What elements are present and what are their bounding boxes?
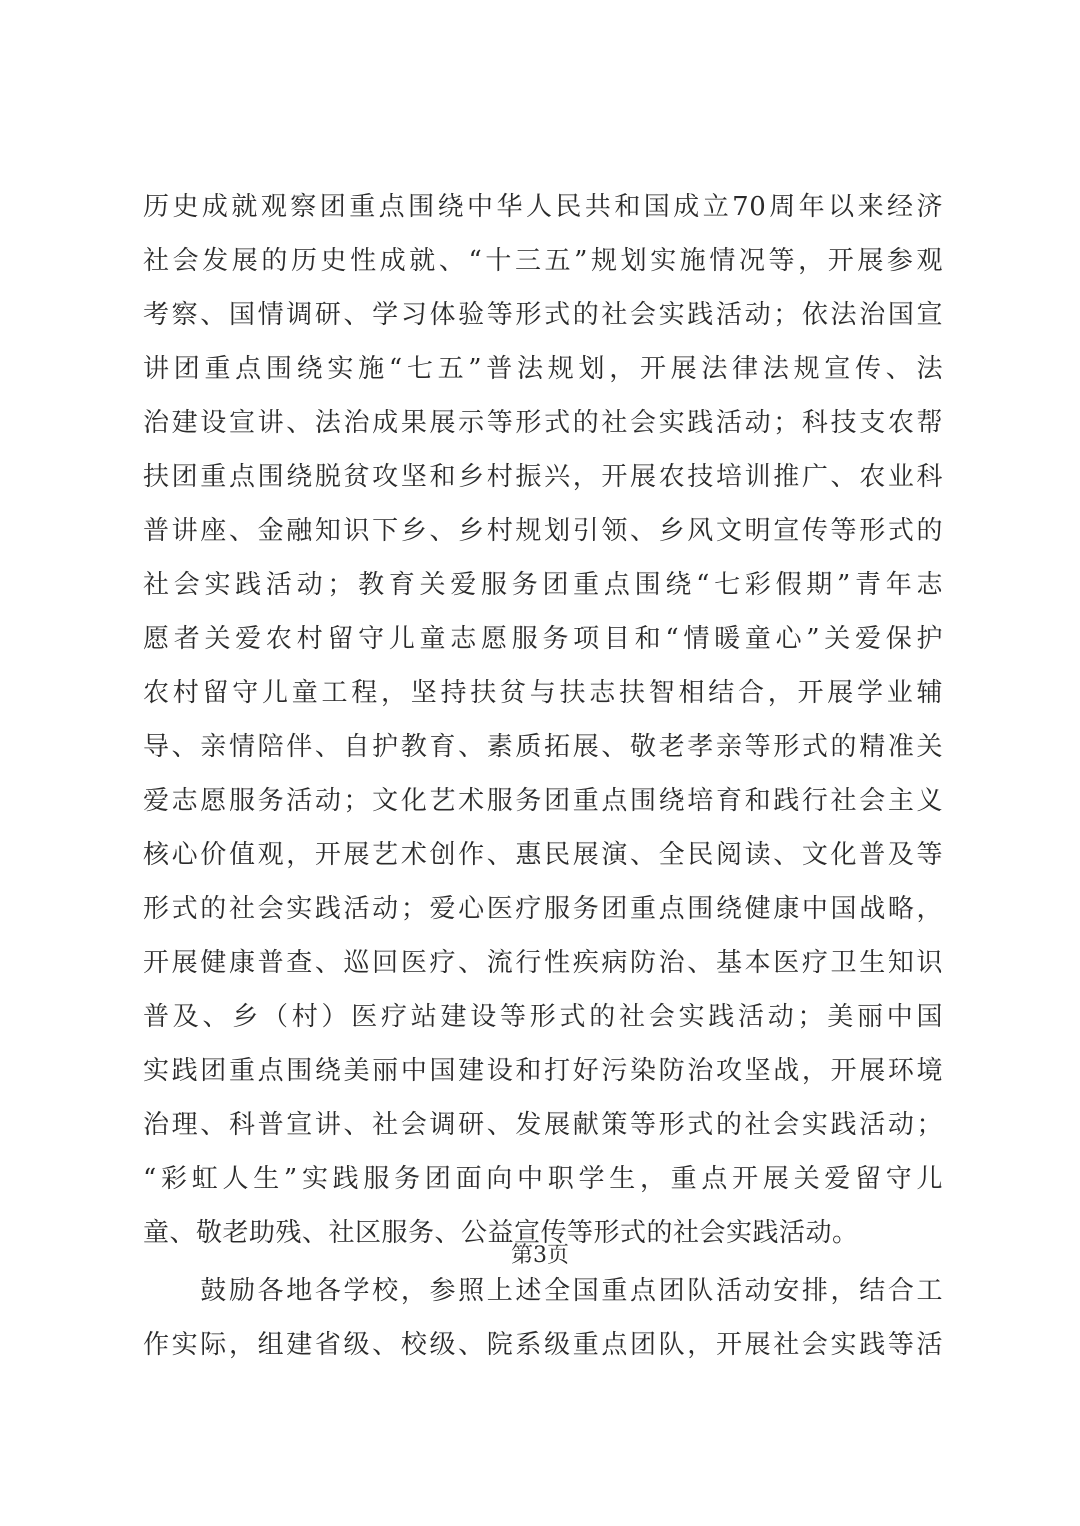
text-line: 核心价值观，开展艺术创作、惠民展演、全民阅读、文化普及等: [143, 840, 943, 870]
text-line: 爱志愿服务活动；文化艺术服务团重点围绕培育和践行社会主义: [143, 786, 943, 816]
text-line: 农村留守儿童工程，坚持扶贫与扶志扶智相结合，开展学业辅: [143, 678, 943, 708]
text-line: 历史成就观察团重点围绕中华人民共和国成立70周年以来经济: [143, 192, 943, 222]
text-line: 作实际，组建省级、校级、院系级重点团队，开展社会实践等活: [143, 1330, 943, 1360]
text-line: 社会实践活动；教育关爱服务团重点围绕“七彩假期”青年志: [143, 570, 943, 600]
text-line: 普讲座、金融知识下乡、乡村规划引领、乡风文明宣传等形式的: [143, 516, 943, 546]
paragraph-2: [143, 1264, 943, 1372]
body-text: [143, 180, 943, 1372]
page-number: 第3页: [511, 1243, 569, 1268]
paragraph-1: [143, 180, 943, 1260]
text-line: 导、亲情陪伴、自护教育、素质拓展、敬老孝亲等形式的精准关: [143, 732, 943, 762]
text-line: 形式的社会实践活动；爱心医疗服务团重点围绕健康中国战略，: [143, 894, 943, 924]
text-line: 开展健康普查、巡回医疗、流行性疾病防治、基本医疗卫生知识: [143, 948, 943, 978]
text-line: 社会发展的历史性成就、“十三五”规划实施情况等，开展参观: [143, 246, 943, 276]
text-line: 扶团重点围绕脱贫攻坚和乡村振兴，开展农技培训推广、农业科: [143, 462, 943, 492]
text-line: 治理、科普宣讲、社会调研、发展献策等形式的社会实践活动；: [143, 1110, 943, 1140]
text-line: 实践团重点围绕美丽中国建设和打好污染防治攻坚战，开展环境: [143, 1056, 943, 1086]
text-line: 童、敬老助残、社区服务、公益宣传等形式的社会实践活动。: [143, 1218, 859, 1248]
text-line: 普及、乡（村）医疗站建设等形式的社会实践活动；美丽中国: [143, 1002, 943, 1032]
text-line: 治建设宣讲、法治成果展示等形式的社会实践活动；科技支农帮: [143, 408, 943, 438]
text-line: 鼓励各地各学校，参照上述全国重点团队活动安排，结合工: [143, 1276, 943, 1306]
text-line: “彩虹人生”实践服务团面向中职学生，重点开展关爱留守儿: [143, 1164, 943, 1194]
text-line: 讲团重点围绕实施“七五”普法规划，开展法律法规宣传、法: [143, 354, 943, 384]
text-line: 考察、国情调研、学习体验等形式的社会实践活动；依法治国宣: [143, 300, 943, 330]
text-line: 愿者关爱农村留守儿童志愿服务项目和“情暖童心”关爱保护: [143, 624, 943, 654]
